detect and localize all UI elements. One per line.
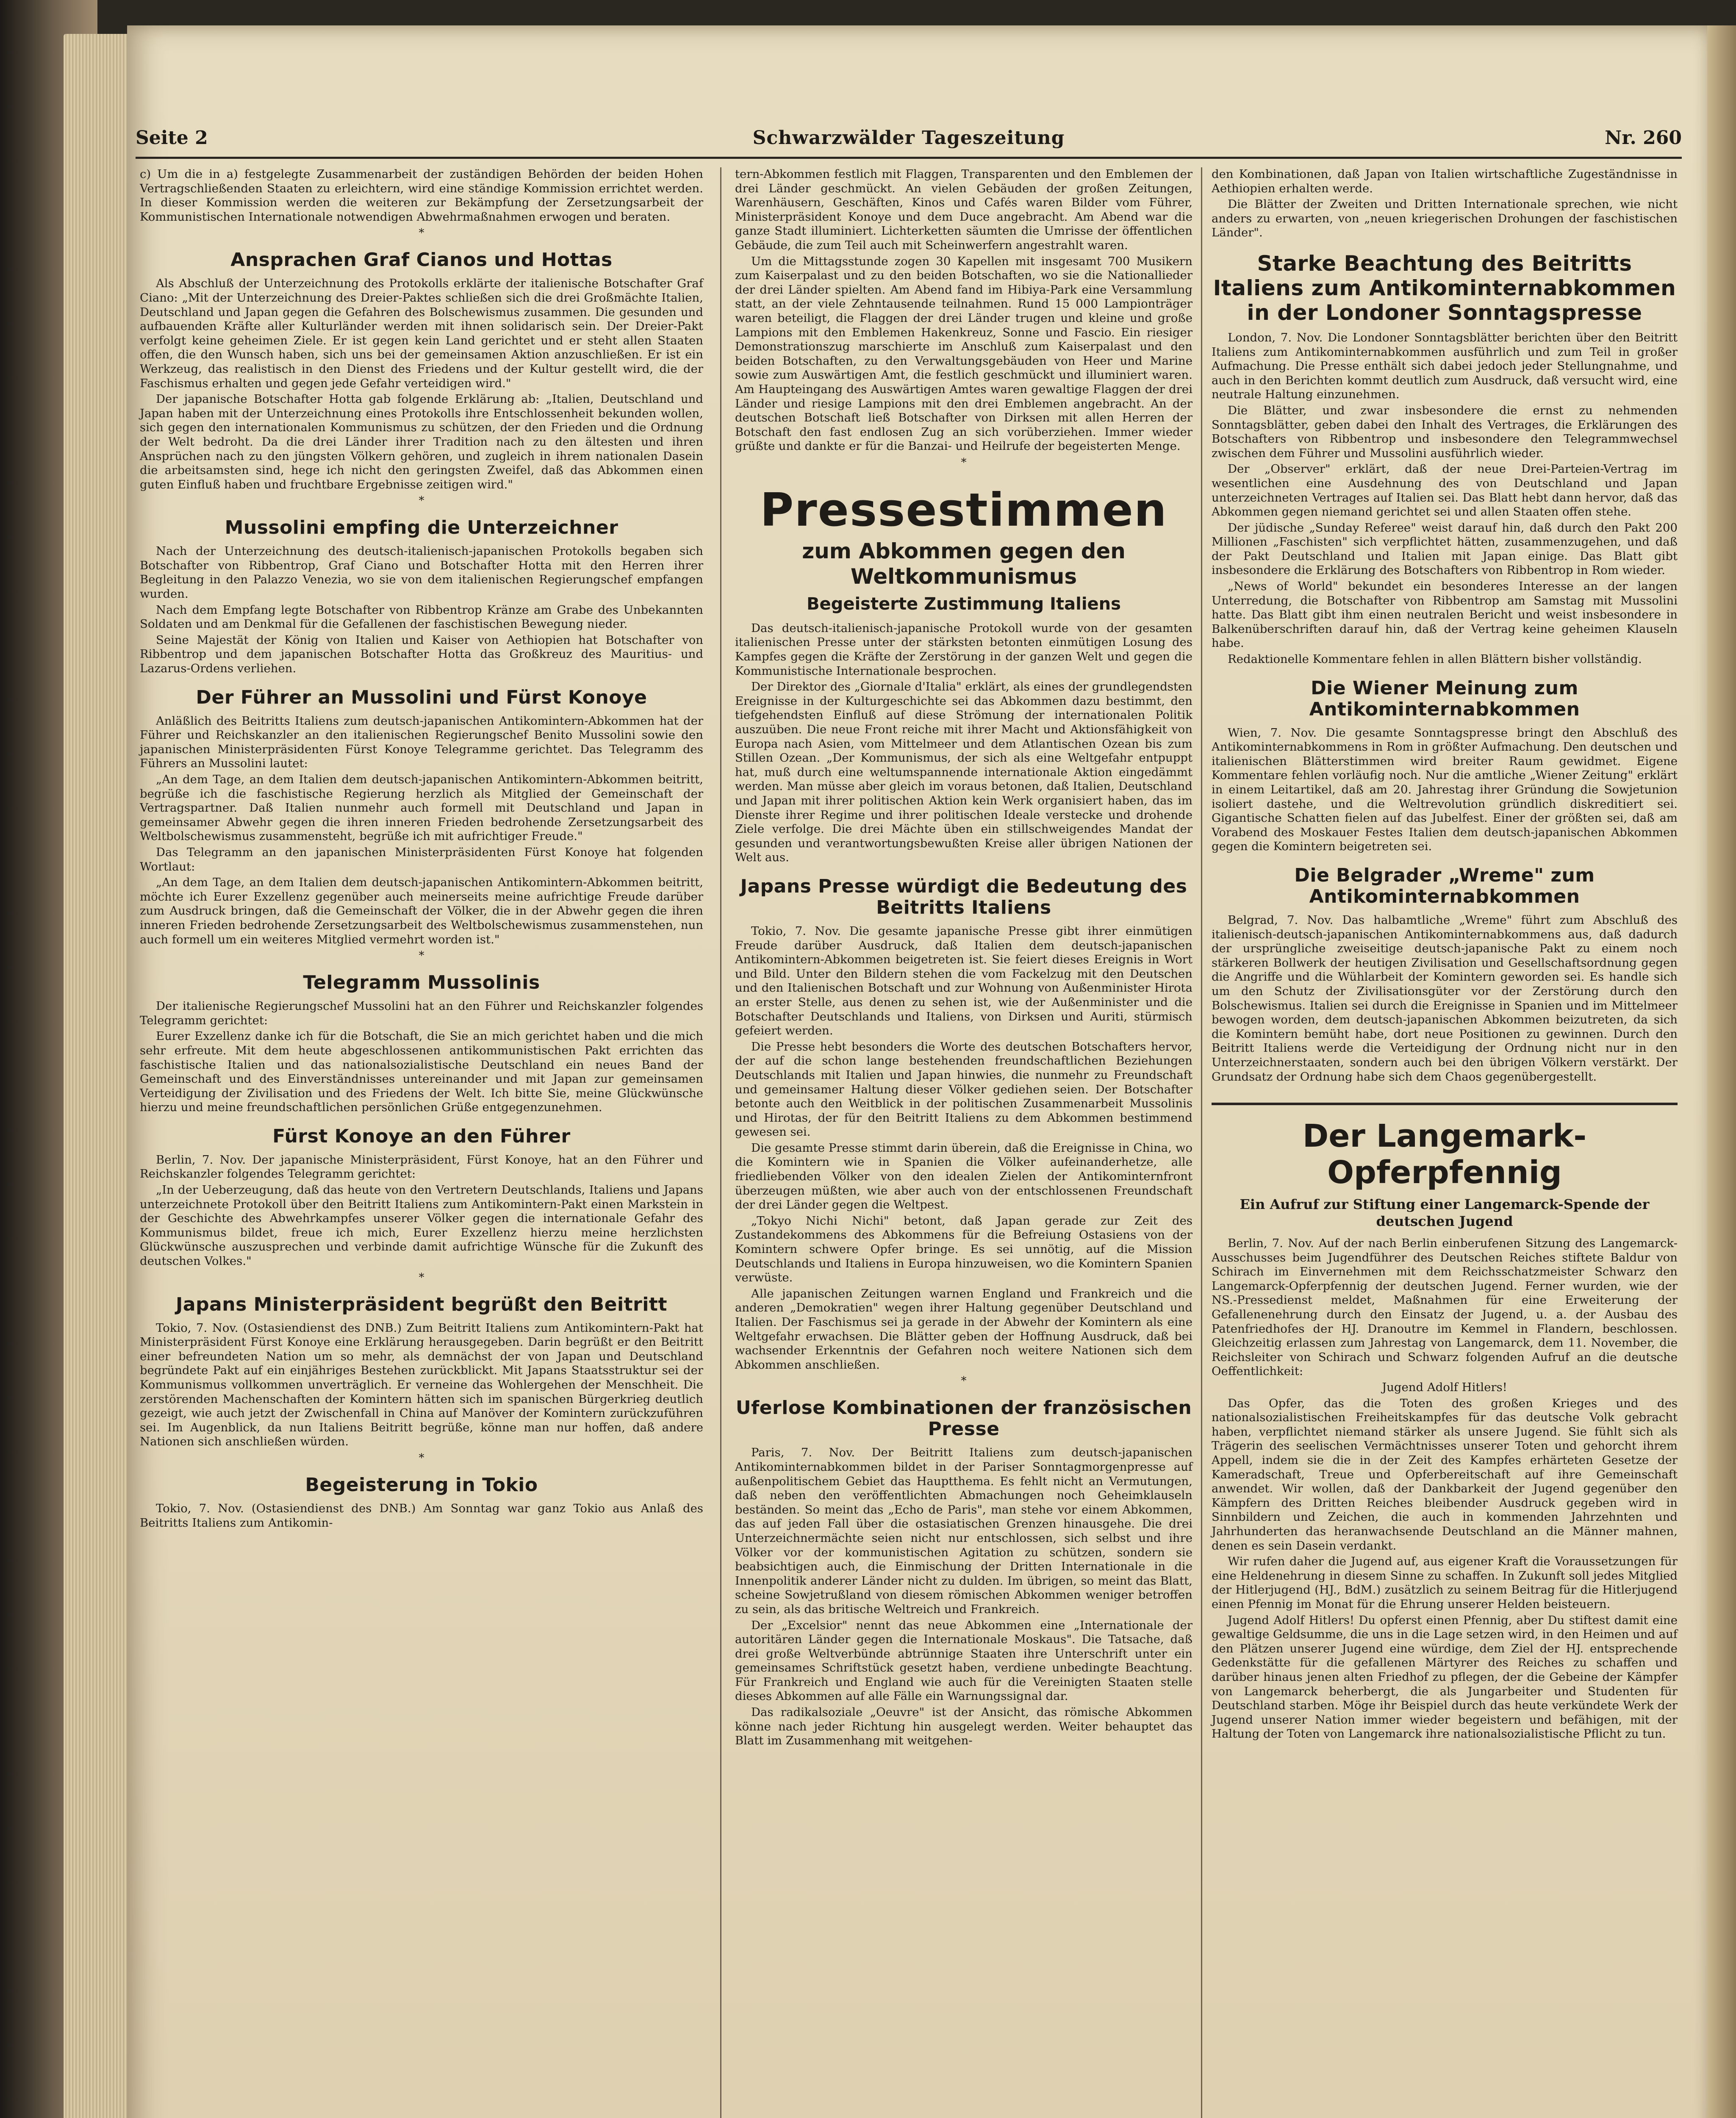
article-text: Alle japanischen Zeitungen warnen England und Frankreich und die anderen „Demokratien" wegen ihrer Haltung gegenüber Deutschland und Italien. Der Faschismus sei ja gerade in der Abwehr der Komintern als eine Weltgefahr erwachsen. Die Blätter geben der Hoffnung Ausdruck, daß bei wachsender Erkenntnis der Gefahren noch weitere Nationen sich dem Abkommen anschließen. — [735, 1286, 1192, 1372]
ornament-star: * — [419, 227, 424, 240]
article-text: Belgrad, 7. Nov. Das halbamtliche „Wreme" führt zum Abschluß des italienisch-deutsch-japanischen Antikominternabkommens aus, daß dadurch der ursprüngliche zweiseitige deutsch-japanische Pakt zu einem noch stärkeren Bollwerk der heutigen Zivilisation und Gesellschaftsordnung gegen die Angriffe und die Wühlarbeit der Komintern geworden sei. Es handle sich um den Schutz der Zivilisationsgüter vor der Zerstörung durch den Bolschewismus. Italien sei durch die Ereignisse in Spanien und im Mittelmeer bewogen worden, dem deutsch-japanischen Abkommen beizutreten, da sich die Komintern bemüht habe, dort neue Positionen zu gewinnen. Durch den Beitritt Italiens werde die Verteidigung der Ordnung nicht nur in den Unterzeichnerstaaten, sondern auch bei den übrigen Völkern verstärkt. Der Grundsatz der Ordnung habe sich dem Chaos gegenübergestellt. — [1212, 913, 1678, 1084]
article-text: den Kombinationen, daß Japan von Italien wirtschaftliche Zugeständnisse in Aethiopien erhalten werde. — [1212, 167, 1678, 195]
article-text: „Tokyo Nichi Nichi" betont, daß Japan gerade zur Zeit des Zustandekommens des Abkommens für die Befreiung Ostasiens von der Komintern schwere Opfer bringe. Es sei unnötig, auf die Mission Deutschlands und Italiens in Europa hinzuweisen, wo die Komintern Spanien verwüste. — [735, 1214, 1192, 1285]
headline-langemark: Der Langemark-Opferpfennig — [1302, 1118, 1587, 1191]
headline-telegramm: Telegramm Mussolinis — [303, 972, 540, 994]
article-text: Nach dem Empfang legte Botschafter von Ribbentrop Kränze am Grabe des Unbekannten Soldaten und am Denkmal für die Gefallenen der faschistischen Bewegung nieder. — [140, 603, 703, 631]
column-1 — [140, 167, 703, 1532]
column-rule — [1201, 167, 1202, 2118]
article-text: Der Direktor des „Giornale d'Italia" erklärt, als eines der grundlegendsten Ereignisse in der Kulturgeschichte sei das Abkommen dazu bestimmt, den tiefgehendsten Einfluß auf diese Strömung der internationalen Politik auszuüben. Die neue Front reiche mit ihrer Macht und Aktionsfähigkeit von Europa nach Asien, vom Mittelmeer und dem Atlantischen Ozean bis zum Stillen Ozean. „Der Kommunismus, der sich als eine Weltgefahr entpuppt hat, muß durch eine weltumspannende internationale Aktion eingedämmt werden. Man müsse aber gleich im voraus betonen, daß Italien, Deutschland und Japan mit ihrer politischen Aktion kein Werk organisiert haben, das im Dienste ihrer Regime und ihrer politischen Ideale verstecke und drohende Ziele verfolge. Die drei Mächte üben ein stillschweigendes Mandat der gesunden und verantwortungsbewußten Kreise aller übrigen Nationen der Welt aus. — [735, 680, 1192, 865]
headline-ansprachen: Ansprachen Graf Cianos und Hottas — [230, 249, 613, 271]
page-header — [136, 123, 1682, 159]
article-text: Um die Mittagsstunde zogen 30 Kapellen mit insgesamt 700 Musikern zum Kaiserpalast und zu den beiden Botschaften, wo sie die Nationallieder der drei Länder spielten. Am Abend fand im Hibiya-Park eine Versammlung statt, an der viele Zehntausende teilnahmen. Rund 15 000 Lampionträger waren beteiligt, die Flaggen der drei Länder trugen und kleine und große Lampions mit den Emblemen Hakenkreuz, Sonne und Fascio. Ein riesiger Demonstrationszug marschierte im Anschluß zum Kaiserpalast und den beiden Botschaften, zu den Verwaltungsgebäuden von Heer und Marine sowie zum Auswärtigen Amt, die festlich geschmückt und illuminiert waren. Am Haupteingang des Auswärtigen Amtes waren gewaltige Flaggen der drei Länder und riesige Lampions mit den drei Emblemen angebracht. An der deutschen Botschaft ließ Botschafter von Dirksen mit allen Herren der Botschaft den fast endlosen Zug an sich vorüberziehen. Immer wieder grüßte und dankte er für die Banzai- und Heilrufe der begeisterten Menge. — [735, 254, 1192, 453]
article-text: Redaktionelle Kommentare fehlen in allen Blättern bisher vollständig. — [1228, 652, 1642, 666]
article-text: Das radikalsoziale „Oeuvre" ist der Ansicht, das römische Abkommen könne nach jeder Richtung hin ausgelegt werden. Weiter behauptet das Blatt im Zusammenhang mit weitgehen- — [735, 1705, 1192, 1748]
article-text: Wir rufen daher die Jugend auf, aus eigener Kraft die Voraussetzungen für eine Heldenehrung in diesem Sinne zu schaffen. In Zukunft soll jedes Mitglied der Hitlerjugend (HJ., BdM.) zusätzlich zu seinem Beitrag für die Hitlerjugend einen Pfennig im Monat für die Ehrung unserer Helden beisteuern. — [1212, 1555, 1678, 1611]
headline-mussolini: Mussolini empfing die Unterzeichner — [225, 517, 618, 539]
article-text: tern-Abkommen festlich mit Flaggen, Transparenten und den Emblemen der drei Länder geschmückt. An vielen Gebäuden der großen Zeitungen, Warenhäusern, Geschäften, Kinos und Cafés waren Bilder vom Führer, Ministerpräsident Konoye und dem Duce angebracht. Am Abend war die ganze Stadt illuminiert. Lichterketten säumten die Umrisse der öffentlichen Gebäude, die zum Teil auch mit Scheinwerfern angestrahlt waren. — [735, 167, 1192, 252]
appeal-salutation: Jugend Adolf Hitlers! — [1382, 1381, 1507, 1394]
page-stack-edge — [64, 34, 136, 2118]
article-text: Anläßlich des Beitritts Italiens zum deutsch-japanischen Antikomintern-Abkommen hat der Führer und Reichskanzler an den italienischen Regierungschef Benito Mussolini sowie den japanischen Ministerpräsidenten Fürst Konoye Telegramme gerichtet. Das Telegramm des Führers an Mussolini lautet: — [140, 714, 703, 771]
article-text: „In der Ueberzeugung, daß das heute von den Vertretern Deutschlands, Italiens und Japans unterzeichnete Protokoll über den Beitritt Italiens zum Antikomintern-Pakt einen Markstein in der Geschichte des Abwehrkampfes unserer Völker gegen die internationale Gefahr des Kommunismus bildet, freue ich mich, Eurer Exzellenz hierzu meine herzlichsten Glückwünsche auszusprechen und verbinde damit aufrichtige Wünsche für die Zukunft des deutschen Volkes." — [140, 1183, 703, 1268]
headline-japans-mp: Japans Ministerpräsident begrüßt den Beitritt — [176, 1293, 667, 1315]
newspaper-title: Schwarzwälder Tageszeitung — [752, 127, 1065, 149]
headline-tokio: Begeisterung in Tokio — [305, 1474, 538, 1496]
ornament-star: * — [419, 949, 424, 962]
article-text: Wien, 7. Nov. Die gesamte Sonntagspresse bringt den Abschluß des Antikominternabkommens in Rom in größter Aufmachung. Den deutschen und italienischen Blätterstimmen wird breiter Raum gewidmet. Eigene Kommentare fehlen vorläufig noch. Nur die amtliche „Wiener Zeitung" erklärt in einem Leitartikel, daß am 20. Jahrestag ihrer Gründung die Sowjetunion isoliert dastehe, und die Weltrevolution gründlich diskreditiert sei. Gigantische Schatten fielen auf das Jubelfest. Einer der größten sei, daß am Vorabend des Moskauer Festes Italien dem deutsch-japanischen Abkommen gegen die Komintern beigetreten sei. — [1212, 726, 1678, 854]
right-page-edge — [1707, 25, 1736, 2118]
ornament-star: * — [419, 494, 424, 507]
headline-london: Starke Beachtung des Beitritts Italiens zum Antikominternabkommen in der Londoner Sonntagspresse — [1213, 251, 1676, 325]
article-text: c) Um die in a) festgelegte Zusammenarbeit der zuständigen Behörden der beiden Hohen Vertragschließenden Staaten zu erleichtern, wird eine ständige Kommission errichtet werden. In dieser Kommission werden die weiteren zur Bekämpfung der Zersetzungsarbeit der Kommunistischen Internationale notwendigen Abwehrmaßnahmen erwogen und beraten. — [140, 167, 703, 224]
headline-fuehrer: Der Führer an Mussolini und Fürst Konoye — [196, 686, 647, 708]
langemark-section — [1212, 1103, 1678, 1741]
article-text: Das Telegramm an den japanischen Ministerpräsidenten Fürst Konoye hat folgenden Wortlaut: — [140, 845, 703, 873]
langemark-subtitle: Ein Aufruf zur Stiftung einer Langemarck-Spende der deutschen Jugend — [1240, 1196, 1650, 1230]
article-text: „An dem Tage, an dem Italien dem deutsch-japanischen Antikomintern-Abkommen beitritt, möchte ich Eurer Exzellenz gegenüber auch meinerseits meine aufrichtige Freude darüber zum Ausdruck bringen, daß die Gemeinschaft der Völker, die in der Abwehr gegen die ihren inneren Frieden bedrohende Zersetzungsarbeit des Weltbolschewismus zusammenstehen, nun auch formell um ein weiteres Mitglied vermehrt worden ist." — [140, 876, 703, 946]
article-text: Die gesamte Presse stimmt darin überein, daß die Ereignisse in China, wo die Komintern wie in Spanien die Völker aufeinanderhetze, alle friedliebenden Völker von den idealen Zielen der Antikominternfront überzeugen müßten, wie aber auch von der entschlossenen Freundschaft der drei Länder gegen die Weltpest. — [735, 1141, 1192, 1212]
article-text: Eurer Exzellenz danke ich für die Botschaft, die Sie an mich gerichtet haben und die mich sehr erfreute. Mit dem heute abgeschlossenen antikommunistischen Pakt errichten das faschistische Italien und das nationalsozialistische Deutschland ein neues Band der Gemeinschaft und des Einverständnisses untereinander und mit Japan zur gemeinsamen Verteidigung der Zivilisation und des Friedens der Welt. Ich bitte Sie, meine Glückwünsche hierzu und meine freundschaftlichen persönlichen Grüße entgegenzunehmen. — [140, 1029, 703, 1114]
article-text: Der japanische Botschafter Hotta gab folgende Erklärung ab: „Italien, Deutschland und Japan haben mit der Unterzeichnung eines Protokolls ihre Entschlossenheit bekunden wollen, sich gegen den internationalen Kommunismus zu schützen, der den Frieden und die Ordnung der Welt bedroht. Da die drei Länder ihrer Tradition nach zu den ältesten und ihren Ansprüchen nach zu den jüngsten Völkern gehören, und zugleich in ihrem nationalen Dasein die arbeitsamsten sind, hege ich nicht den geringsten Zweifel, daß das Abkommen einen guten Einfluß haben und fruchtbare Ergebnisse zeitigen wird." — [140, 392, 703, 491]
section-subheading: Begeisterte Zustimmung Italiens — [807, 594, 1121, 614]
article-text: Die Blätter der Zweiten und Dritten Internationale sprechen, wie nicht anders zu erwarten, von „neuen kriegerischen Drohungen der faschistischen Länder". — [1212, 197, 1678, 240]
article-text: Der jüdische „Sunday Referee" weist darauf hin, daß durch den Pakt 200 Millionen „Faschisten" sich verpflichtet hätten, zusammenzugehen, und daß der Pakt Deutschland und Italien mit Japan einige. Das Blatt gibt insbesondere die Erklärung des Botschafters von Ribbentrop in Rom wieder. — [1212, 521, 1678, 577]
article-text: Die Presse hebt besonders die Worte des deutschen Botschafters hervor, der auf die schon lange bestehenden freundschaftlichen Beziehungen Deutschlands mit Italien und Japan hinwies, die nunmehr zu Freundschaft und gemeinsamer Haltung dieser Völker gediehen seien. Der Botschafter betonte auch den Weitblick in der politischen Zusammenarbeit Mussolinis und Hirotas, der für den Beitritt Italiens zu dem Abkommen bestimmend gewesen sei. — [735, 1040, 1192, 1139]
article-text: Tokio, 7. Nov. (Ostasiendienst des DNB.) Am Sonntag war ganz Tokio aus Anlaß des Beitritts Italiens zum Antikomin- — [140, 1501, 703, 1530]
article-text: Der „Observer" erklärt, daß der neue Drei-Parteien-Vertrag im wesentlichen eine Ausdehnung des von Deutschland und Japan unterzeichneten Vertrages auf Italien sei. Das Blatt hebt dann hervor, daß das Abkommen gegen niemand gerichtet sei und allen Staaten offen stehe. — [1212, 462, 1678, 519]
article-text: Berlin, 7. Nov. Auf der nach Berlin einberufenen Sitzung des Langemarck-Ausschusses beim Jugendführer des Deutschen Reiches stiftete Baldur von Schirach im Einvernehmen mit dem Reichsschatzmeister Schwarz den Langemarck-Opferpfennig der deutschen Jugend. Ferner wurden, wie der NS.-Pressedienst meldet, Maßnahmen für eine Erweiterung der Gefallenenehrung durch den Einsatz der Jugend, u. a. der Ausbau des Patenfriedhofes der HJ. Dranoutre im Kemmel in Flandern, beschlossen. Gleichzeitig erlassen zum Jahrestag von Langemarck, dem 11. November, die Reichsleiter von Schirach und Schwarz folgenden Aufruf an die deutsche Oeffentlichkeit: — [1212, 1236, 1678, 1378]
article-text: Tokio, 7. Nov. Die gesamte japanische Presse gibt ihrer einmütigen Freude darüber Ausdruck, daß Italien dem deutsch-japanischen Antikomintern-Abkommen beigetreten ist. Sie feiert dieses Ereignis in Wort und Bild. Unter den Bildern stehen die vom Fackelzug mit den Deutschen und den Italienischen Botschaft und zur Wohnung von Außenminister Hirota an erster Stelle, aus denen zu sehen ist, wie der Außenminister und die Botschafter Deutschlands und Italiens, von Dirksen und Auriti, stürmisch gefeiert werden. — [735, 924, 1192, 1038]
article-text: Der „Excelsior" nennt das neue Abkommen eine „Internationale der autoritären Länder gegen die Internationale Moskaus". Die Tatsache, daß drei große Weltverbünde abtrünnige Staaten ihre Unterschrift unter ein gemeinsames Schriftstück gesetzt haben, verdiene unbedingte Beachtung. Für Frankreich und England wie auch für die Vereinigten Staaten stelle dieses Abkommen auf alle Fälle ein Warnungssignal dar. — [735, 1618, 1192, 1703]
ornament-star: * — [419, 1271, 424, 1284]
article-text: „News of World" bekundet ein besonderes Interesse an der langen Unterredung, die Botschafter von Ribbentrop am Samstag mit Mussolini hatte. Das Blatt gibt ihm einen neutralen Bericht und weist insbesondere in Balkenüberschriften darauf hin, daß der Vertrag keine geheimen Klauseln habe. — [1212, 579, 1678, 650]
article-text: Der italienische Regierungschef Mussolini hat an den Führer und Reichskanzler folgendes Telegramm gerichtet: — [140, 999, 703, 1027]
article-text: Die Blätter, und zwar insbesondere die ernst zu nehmenden Sonntagsblätter, geben dabei den Inhalt des Vertrages, die Erklärungen des Botschafters von Ribbentrop und insbesondere den Telegrammwechsel zwischen dem Führer und Mussolini ausführlich wieder. — [1212, 403, 1678, 460]
page-number: Seite 2 — [136, 127, 208, 149]
column-3 — [1212, 167, 1678, 1743]
headline-wien: Die Wiener Meinung zum Antikominternabkommen — [1309, 677, 1580, 720]
article-text: Berlin, 7. Nov. Der japanische Ministerpräsident, Fürst Konoye, hat an den Führer und Reichskanzler folgendes Telegramm gerichtet: — [140, 1153, 703, 1181]
article-text: Paris, 7. Nov. Der Beitritt Italiens zum deutsch-japanischen Antikominternabkommen bildet in der Pariser Sonntagmorgenpresse auf außenpolitischem Gebiet das Hauptthema. Es fehlt nicht an Vermutungen, daß neben den veröffentlichten Abmachungen noch Geheimklauseln beständen. So meint das „Echo de Paris", man stehe vor einem Abkommen, das auf jeden Fall über die ostasiatischen Grenzen hinausgehe. Die drei Unterzeichnermächte seien nicht nur entschlossen, sich selbst und ihre Völker vor der kommunistischen Agitation zu schützen, sondern sie beabsichtigen auch, die Einmischung der Dritten Internationale in die Innenpolitik anderer Länder nicht zu dulden. Im übrigen, so meint das Blatt, scheine Sowjetrußland von diesem römischen Abkommen weniger betroffen zu sein, als das britische Weltreich und Frankreich. — [735, 1446, 1192, 1616]
article-text: Tokio, 7. Nov. (Ostasiendienst des DNB.) Zum Beitritt Italiens zum Antikomintern-Pakt hat Ministerpräsident Fürst Konoye eine Erklärung herausgegeben. Darin begrüßt er den Beitritt einer befreundeten Nation um so mehr, als demnächst der von Japan und Deutschland begründete Pakt auf ein einjähriges Bestehen zurückblickt. Mit Japans Staatsstruktur sei der Kommunismus vollkommen unverträglich. Er verneine das Wohlergehen der Menschheit. Die zerstörenden Machenschaften der Komintern hätten sich im spanischen Bürgerkrieg deutlich gezeigt, wie auch jetzt der Zwischenfall in China auf Manöver der Komintern zurückzuführen sei. Im Augenblick, da nun Italiens Beitritt begrüße, könne man nur hoffen, daß andere Nationen sich anschließen würden. — [140, 1321, 703, 1449]
article-text: Jugend Adolf Hitlers! Du opferst einen Pfennig, aber Du stiftest damit eine gewaltige Geldsumme, die uns in die Lage setzen wird, in den Heimen und auf den Plätzen unserer Jugend eine würdige, dem Ziel der HJ. entsprechende Gedenkstätte für die gefallenen Märtyrer des Reiches zu schaffen und darüber hinaus jenen alten Friedhof zu pflegen, der die Gebeine der Kämpfer von Langemarck beherbergt, die als Jungarbeiter und Studenten für Deutschland starben. Möge ihr Beispiel durch das heute verkündete Werk der Jugend unserer Nation immer wieder begeistern und befähigen, mit der Haltung der Toten von Langemarck ihre nationalsozialistische Pflicht zu tun. — [1212, 1613, 1678, 1741]
article-text: Das deutsch-italienisch-japanische Protokoll wurde von der gesamten italienischen Presse unter der stärksten betonten einmütigen Losung des Kampfes gegen die Kräfte der Zerstörung in der ganzen Welt und gegen die Kommunistische Internationale besprochen. — [735, 621, 1192, 678]
ornament-star: * — [961, 1375, 967, 1388]
column-rule — [720, 167, 721, 2118]
column-2 — [735, 167, 1192, 1750]
article-text: Nach der Unterzeichnung des deutsch-italienisch-japanischen Protokolls begaben sich Botschafter von Ribbentrop, Graf Ciano und Botschafter Hotta mit den Herren ihrer Begleitung in den Palazzo Venezia, wo sie von dem italienischen Regierungschef empfangen wurden. — [140, 544, 703, 601]
issue-number: Nr. 260 — [1605, 127, 1682, 149]
section-subtitle: zum Abkommen gegen den Weltkommunismus — [802, 538, 1126, 589]
article-text: Als Abschluß der Unterzeichnung des Protokolls erklärte der italienische Botschafter Graf Ciano: „Mit der Unterzeichnung des Dreier-Paktes schließen sich die drei Großmächte Italien, Deutschland und Japan gegen die Gefahren des Bolschewismus zusammen. Die gesunden und aufbauenden Kräfte aller Kulturländer werden mit ihnen solidarisch sein. Der Dreier-Pakt verfolgt keine geheimen Ziele. Er ist gegen kein Land gerichtet und er steht allen Staaten offen, die den Wunsch haben, sich uns bei der gemeinsamen Aktion anzuschließen. Er ist ein Werkzeug, das realistisch in den Dienst des Friedens und der Kultur gestellt wird, die der Faschismus erhalten und gegen jede Gefahr verteidigen wird." — [140, 277, 703, 390]
article-text: Seine Majestät der König von Italien und Kaiser von Aethiopien hat Botschafter von Ribbentrop und dem japanischen Botschafter Hotta das Großkreuz des Mauritius- und Lazarus-Ordens verliehen. — [140, 633, 703, 676]
headline-japans-presse: Japans Presse würdigt die Bedeutung des Beitritts Italiens — [740, 875, 1187, 918]
section-title-pressestimmen: Pressestimmen — [760, 483, 1168, 537]
ornament-star: * — [419, 1451, 424, 1464]
headline-konoye: Fürst Konoye an den Führer — [272, 1125, 571, 1147]
article-text: Das Opfer, das die Toten des großen Krieges und des nationalsozialistischen Freiheitskampfes für das deutsche Volk gebracht haben, verpflichtet niemand stärker als unsere Jugend. Sie fühlt sich als Trägerin des seelischen Vermächtnisses unserer Toten und gehorcht ihrem Appell, indem sie die in der Zeit des Kampfes erhärteten Gesetze der Kameradschaft, Treue und Opferbereitschaft auf ihre Gemeinschaft anwendet. Wir wollen, daß der Dankbarkeit der Jugend gegenüber den Kämpfern des Dritten Reiches bleibender Ausdruck gegeben wird in Sinnbildern und Zeichen, die auch in kommenden Jahrzehnten und Jahrhunderten das heranwachsende Deutschland an die Männer mahnen, denen es sein Dasein verdankt. — [1212, 1396, 1678, 1552]
article-text: „An dem Tage, an dem Italien dem deutsch-japanischen Antikomintern-Abkommen beitritt, begrüße ich die faschistische Regierung herzlich als Mitglied der Gemeinschaft der Vertragspartner. Daß Italien nunmehr auch formell mit Deutschland und Japan in gemeinsamer Abwehr gegen die ihren inneren Frieden bedrohende Zersetzungsarbeit des Weltbolschewismus zusammensteht, begrüße ich mit aufrichtiger Freude." — [140, 773, 703, 843]
article-text: London, 7. Nov. Die Londoner Sonntagsblätter berichten über den Beitritt Italiens zum Antikominternabkommen ausführlich und zum Teil in großer Aufmachung. Die Presse enthält sich dabei jedoch jeder Stellungnahme, und auch in den Berichten kommt deutlich zum Ausdruck, daß versucht wird, eine neutrale Haltung einzunehmen. — [1212, 330, 1678, 402]
headline-belgrad: Die Belgrader „Wreme" zum Antikominternabkommen — [1294, 864, 1595, 907]
ornament-star: * — [961, 456, 967, 469]
headline-uferlose: Uferlose Kombinationen der französischen Presse — [735, 1397, 1192, 1440]
